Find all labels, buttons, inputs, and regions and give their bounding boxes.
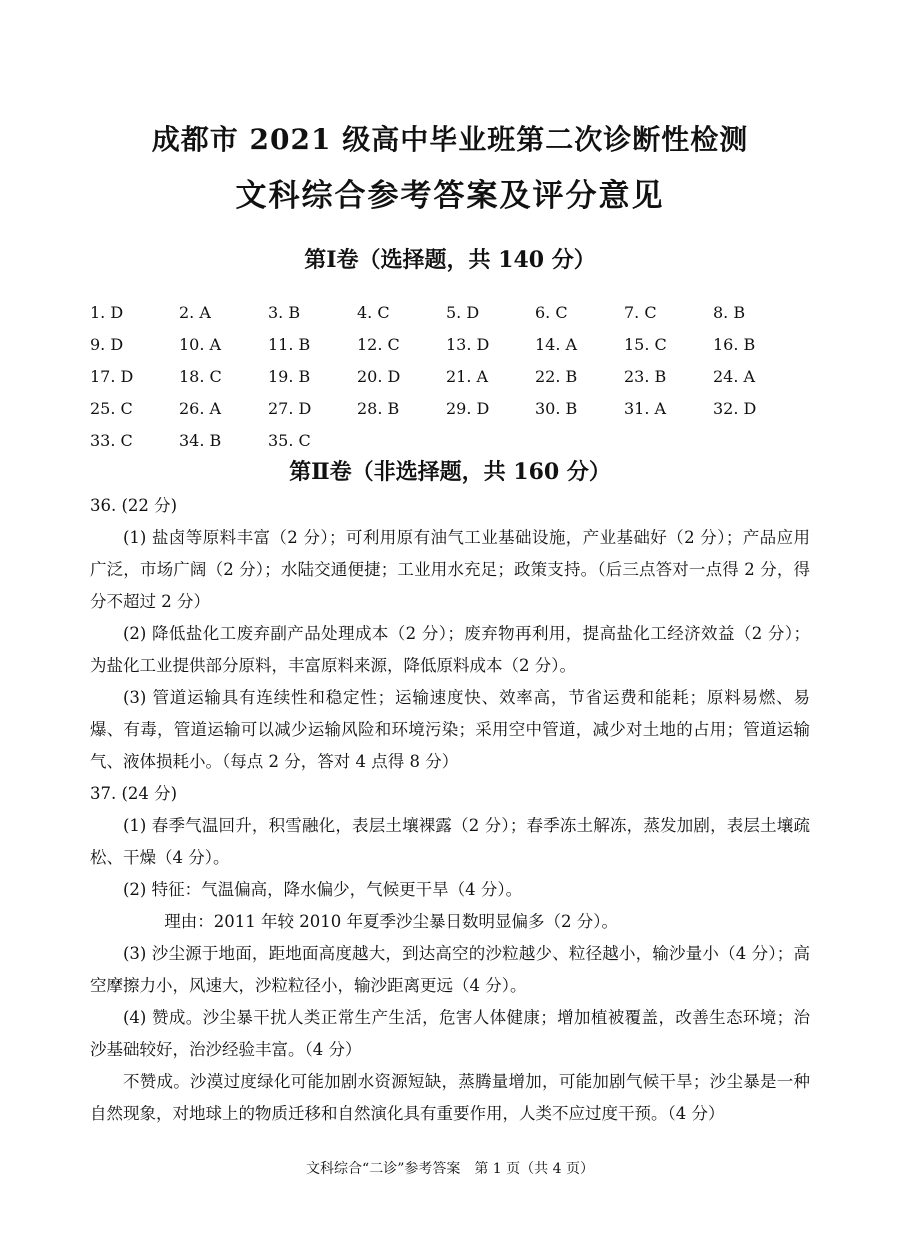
question-36-heading: 36. (22 分)	[90, 496, 178, 515]
answer-item: 35. C	[268, 430, 311, 450]
answer-item: 21. A	[446, 366, 489, 386]
answer-item: 8. B	[713, 302, 746, 322]
choice-answers-grid	[90, 296, 810, 456]
answer-item: 17. D	[90, 366, 134, 386]
answer-item: 32. D	[713, 398, 757, 418]
answer-item: 12. C	[357, 334, 400, 354]
answer-item: 10. A	[179, 334, 222, 354]
answer-row	[90, 328, 810, 360]
exam-title: 成都市 2021 级高中毕业班第二次诊断性检测	[151, 123, 749, 156]
q37-part4-disagree: 不赞成。沙漠过度绿化可能加剧水资源短缺，蒸腾量增加，可能加剧气候干旱；沙尘暴是一种自然现象，对地球上的物质迁移和自然演化具有重要作用，人类不应过度干预。（4 分）	[90, 1072, 810, 1123]
answer-item: 33. C	[90, 430, 133, 450]
answer-item: 25. C	[90, 398, 133, 418]
q36-part3: (3) 管道运输具有连续性和稳定性；运输速度快、效率高，节省运费和能耗；原料易燃、易爆、有毒，管道运输可以减少运输风险和环境污染；采用空中管道，减少对土地的占用；管道运输气、液体损耗小。（每点 2 分，答对 4 点得 8 分）	[90, 688, 810, 771]
answer-item: 20. D	[357, 366, 401, 386]
answer-item: 6. C	[535, 302, 568, 322]
answer-item: 3. B	[268, 302, 301, 322]
answer-item: 5. D	[446, 302, 480, 322]
document-title: 文科综合参考答案及评分意见	[235, 178, 665, 214]
answer-item: 1. D	[90, 302, 124, 322]
answer-item: 15. C	[624, 334, 667, 354]
answer-item: 22. B	[535, 366, 578, 386]
answer-item: 27. D	[268, 398, 312, 418]
answer-row	[90, 296, 810, 328]
answer-item: 16. B	[713, 334, 756, 354]
answer-item: 7. C	[624, 302, 657, 322]
answer-item: 19. B	[268, 366, 311, 386]
answer-item: 9. D	[90, 334, 124, 354]
answer-item: 18. C	[179, 366, 222, 386]
section1-heading: 第Ⅰ卷（选择题，共 140 分）	[304, 247, 596, 273]
q37-part1: (1) 春季气温回升，积雪融化，表层土壤裸露（2 分）；春季冻土解冻，蒸发加剧，表层土壤疏松、干燥（4 分）。	[90, 816, 810, 867]
question-37-heading: 37. (24 分)	[90, 784, 178, 803]
answer-row	[90, 392, 810, 424]
answer-item: 30. B	[535, 398, 578, 418]
answer-item: 26. A	[179, 398, 222, 418]
answer-item: 24. A	[713, 366, 756, 386]
free-response-answers	[90, 490, 810, 1130]
answer-item: 28. B	[357, 398, 400, 418]
q37-part3: (3) 沙尘源于地面，距地面高度越大，到达高空的沙粒越少、粒径越小，输沙量小（4 分）；高空摩擦力小，风速大，沙粒粒径小，输沙距离更远（4 分）。	[90, 944, 810, 995]
q36-part1: (1) 盐卤等原料丰富（2 分）；可利用原有油气工业基础设施，产业基础好（2 分）；产品应用广泛，市场广阔（2 分）；水陆交通便捷；工业用水充足；政策支持。（后三点答对一点得 2 分，得分不超过 2 分）	[90, 528, 810, 611]
answer-row	[90, 424, 810, 456]
q36-part2: (2) 降低盐化工废弃副产品处理成本（2 分）；废弃物再利用，提高盐化工经济效益（2 分）；为盐化工业提供部分原料，丰富原料来源，降低原料成本（2 分）。	[90, 624, 810, 675]
answer-item: 31. A	[624, 398, 667, 418]
q37-part4-agree: (4) 赞成。沙尘暴干扰人类正常生产生活，危害人体健康；增加植被覆盖，改善生态环境；治沙基础较好，治沙经验丰富。（4 分）	[90, 1008, 810, 1059]
answer-item: 4. C	[357, 302, 390, 322]
answer-row	[90, 360, 810, 392]
section2-heading: 第Ⅱ卷（非选择题，共 160 分）	[289, 459, 611, 485]
q37-part2-reason: 理由：2011 年较 2010 年夏季沙尘暴日数明显偏多（2 分）。	[164, 912, 618, 931]
answer-item: 34. B	[179, 430, 222, 450]
page-footer: 文科综合“二诊”参考答案 第 1 页（共 4 页）	[306, 1161, 594, 1177]
answer-item: 11. B	[268, 334, 311, 354]
answer-item: 2. A	[179, 302, 211, 322]
answer-item: 13. D	[446, 334, 490, 354]
q37-part2-feature: (2) 特征：气温偏高，降水偏少，气候更干旱（4 分）。	[123, 880, 523, 899]
answer-item: 29. D	[446, 398, 490, 418]
answer-item: 14. A	[535, 334, 578, 354]
answer-item: 23. B	[624, 366, 667, 386]
